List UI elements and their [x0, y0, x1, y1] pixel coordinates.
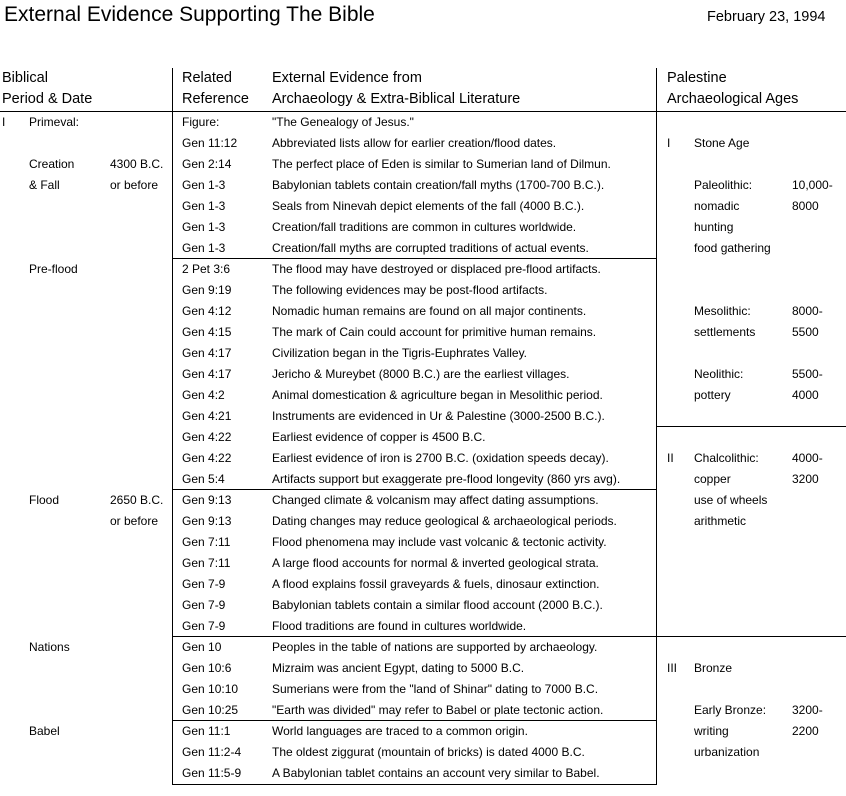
evidence-cell: The following evidences may be post-flood artifacts.	[272, 283, 548, 297]
header-related-reference	[182, 68, 249, 110]
table-bottom-rule	[172, 784, 656, 785]
reference-cell: Gen 1-3	[182, 178, 226, 192]
evidence-cell: Mizraim was ancient Egypt, dating to 5000 B.C.	[272, 661, 525, 675]
age-label: arithmetic	[694, 514, 747, 528]
period-group-divider	[172, 258, 656, 259]
age-label: 10,000-	[792, 178, 833, 192]
evidence-cell: Civilization began in the Tigris-Euphrates Valley.	[272, 346, 528, 360]
reference-cell: Gen 7-9	[182, 598, 226, 612]
reference-cell: Gen 1-3	[182, 199, 226, 213]
reference-cell: Gen 11:5-9	[182, 766, 242, 780]
age-label: Early Bronze:	[694, 703, 767, 717]
age-label: Stone Age	[694, 136, 750, 150]
age-label: III	[667, 661, 678, 675]
header-line: Archaeological Ages	[667, 91, 799, 107]
header-line: Period & Date	[2, 91, 93, 107]
header-line: External Evidence from	[272, 70, 422, 86]
age-label: food gathering	[694, 241, 771, 255]
evidence-cell: Flood phenomena may include vast volcanic & tectonic activity.	[272, 535, 607, 549]
age-label: Bronze	[694, 661, 733, 675]
header-external-evidence	[272, 68, 520, 110]
evidence-cell: Sumerians were from the "land of Shinar" dating to 7000 B.C.	[272, 682, 599, 696]
evidence-cell: The oldest ziggurat (mountain of bricks) is dated 4000 B.C.	[272, 745, 585, 759]
period-label: Nations	[29, 640, 70, 654]
evidence-cell: "The Genealogy of Jesus."	[272, 115, 414, 129]
reference-cell: Gen 7:11	[182, 556, 231, 570]
evidence-cell: The perfect place of Eden is similar to Sumerian land of Dilmun.	[272, 157, 611, 171]
reference-cell: Figure:	[182, 115, 220, 129]
evidence-cell: Peoples in the table of nations are supported by archaeology.	[272, 640, 598, 654]
header-archaeological-ages	[667, 68, 798, 110]
age-label: I	[667, 136, 671, 150]
evidence-cell: A large flood accounts for normal & inverted geological strata.	[272, 556, 599, 570]
reference-cell: Gen 11:2-4	[182, 745, 242, 759]
reference-cell: Gen 4:22	[182, 451, 232, 465]
age-label: 8000-	[792, 304, 823, 318]
evidence-cell: Babylonian tablets contain a similar flood account (2000 B.C.).	[272, 598, 603, 612]
age-group-divider	[656, 636, 846, 637]
age-label: writing	[694, 724, 729, 738]
age-label: Neolithic:	[694, 367, 744, 381]
age-label: 2200	[792, 724, 819, 738]
reference-cell: Gen 2:14	[182, 157, 232, 171]
period-label: Primeval:	[29, 115, 80, 129]
age-group-divider	[656, 426, 846, 427]
reference-cell: Gen 4:17	[182, 367, 232, 381]
period-label: or before	[110, 178, 159, 192]
reference-cell: Gen 10:25	[182, 703, 239, 717]
period-label: I	[2, 115, 6, 129]
reference-cell: Gen 4:2	[182, 388, 225, 402]
header-line: Biblical	[2, 70, 48, 86]
age-label: 3200	[792, 472, 819, 486]
reference-cell: Gen 9:19	[182, 283, 232, 297]
reference-cell: 2 Pet 3:6	[182, 262, 231, 276]
age-label: Mesolithic:	[694, 304, 751, 318]
age-label: nomadic	[694, 199, 740, 213]
reference-cell: Gen 4:15	[182, 325, 232, 339]
reference-cell: Gen 7-9	[182, 577, 226, 591]
column-divider	[172, 68, 173, 785]
period-label: & Fall	[29, 178, 60, 192]
age-label: settlements	[694, 325, 756, 339]
reference-cell: Gen 5:4	[182, 472, 225, 486]
age-label: 5500	[792, 325, 819, 339]
header-line: Palestine	[667, 70, 727, 86]
reference-cell: Gen 4:21	[182, 409, 232, 423]
period-label: Creation	[29, 157, 75, 171]
age-label: use of wheels	[694, 493, 768, 507]
age-label: Paleolithic:	[694, 178, 753, 192]
evidence-cell: Creation/fall traditions are common in cultures worldwide.	[272, 220, 577, 234]
period-label: Pre-flood	[29, 262, 78, 276]
reference-cell: Gen 1-3	[182, 220, 226, 234]
evidence-cell: The mark of Cain could account for primitive human remains.	[272, 325, 597, 339]
evidence-cell: Flood traditions are found in cultures worldwide.	[272, 619, 527, 633]
evidence-cell: World languages are traced to a common origin.	[272, 724, 528, 738]
evidence-cell: Jericho & Mureybet (8000 B.C.) are the earliest villages.	[272, 367, 570, 381]
evidence-cell: The flood may have destroyed or displaced pre-flood artifacts.	[272, 262, 601, 276]
period-label: 4300 B.C.	[110, 157, 164, 171]
reference-cell: Gen 4:22	[182, 430, 232, 444]
period-group-divider	[172, 720, 656, 721]
age-label: II	[667, 451, 674, 465]
evidence-cell: "Earth was divided" may refer to Babel or plate tectonic action.	[272, 703, 604, 717]
period-label: Flood	[29, 493, 60, 507]
header-line: Archaeology & Extra-Biblical Literature	[272, 91, 521, 107]
age-label: Chalcolithic:	[694, 451, 759, 465]
evidence-cell: Instruments are evidenced in Ur & Palestine (3000-2500 B.C.).	[272, 409, 605, 423]
evidence-cell: Changed climate & volcanism may affect dating assumptions.	[272, 493, 599, 507]
page-title: External Evidence Supporting The Bible	[4, 3, 375, 26]
age-label: hunting	[694, 220, 734, 234]
period-label: or before	[110, 514, 159, 528]
period-label: 2650 B.C.	[110, 493, 164, 507]
evidence-cell: Earliest evidence of copper is 4500 B.C.	[272, 430, 486, 444]
age-label: copper	[694, 472, 731, 486]
header-line: Reference	[182, 91, 249, 107]
reference-cell: Gen 10:10	[182, 682, 239, 696]
age-label: pottery	[694, 388, 731, 402]
evidence-cell: Earliest evidence of iron is 2700 B.C. (oxidation speeds decay).	[272, 451, 609, 465]
reference-cell: Gen 9:13	[182, 493, 232, 507]
evidence-cell: Animal domestication & agriculture began in Mesolithic period.	[272, 388, 603, 402]
header-line: Related	[182, 70, 232, 86]
age-label: 4000	[792, 388, 819, 402]
age-label: urbanization	[694, 745, 760, 759]
period-group-divider	[172, 489, 656, 490]
reference-cell: Gen 11:1	[182, 724, 231, 738]
age-label: 3200-	[792, 703, 823, 717]
reference-cell: Gen 7-9	[182, 619, 226, 633]
period-label: Babel	[29, 724, 60, 738]
reference-cell: Gen 10	[182, 640, 222, 654]
reference-cell: Gen 9:13	[182, 514, 232, 528]
header-rule	[0, 111, 846, 112]
evidence-cell: Creation/fall myths are corrupted traditions of actual events.	[272, 241, 589, 255]
reference-cell: Gen 7:11	[182, 535, 231, 549]
evidence-cell: Abbreviated lists allow for earlier creation/flood dates.	[272, 136, 557, 150]
evidence-cell: Babylonian tablets contain creation/fall myths (1700-700 B.C.).	[272, 178, 605, 192]
reference-cell: Gen 10:6	[182, 661, 232, 675]
reference-cell: Gen 1-3	[182, 241, 226, 255]
evidence-cell: A Babylonian tablet contains an account very similar to Babel.	[272, 766, 600, 780]
document-date: February 23, 1994	[707, 9, 826, 25]
header-biblical-period	[2, 68, 92, 110]
reference-cell: Gen 4:17	[182, 346, 232, 360]
evidence-cell: Seals from Ninevah depict elements of the fall (4000 B.C.).	[272, 199, 585, 213]
age-label: 8000	[792, 199, 819, 213]
period-group-divider	[172, 636, 656, 637]
age-label: 5500-	[792, 367, 823, 381]
reference-cell: Gen 11:12	[182, 136, 238, 150]
evidence-cell: A flood explains fossil graveyards & fuels, dinosaur extinction.	[272, 577, 600, 591]
evidence-cell: Dating changes may reduce geological & archaeological periods.	[272, 514, 617, 528]
evidence-cell: Nomadic human remains are found on all major continents.	[272, 304, 587, 318]
evidence-cell: Artifacts support but exaggerate pre-flood longevity (860 yrs avg).	[272, 472, 621, 486]
reference-cell: Gen 4:12	[182, 304, 232, 318]
age-label: 4000-	[792, 451, 823, 465]
